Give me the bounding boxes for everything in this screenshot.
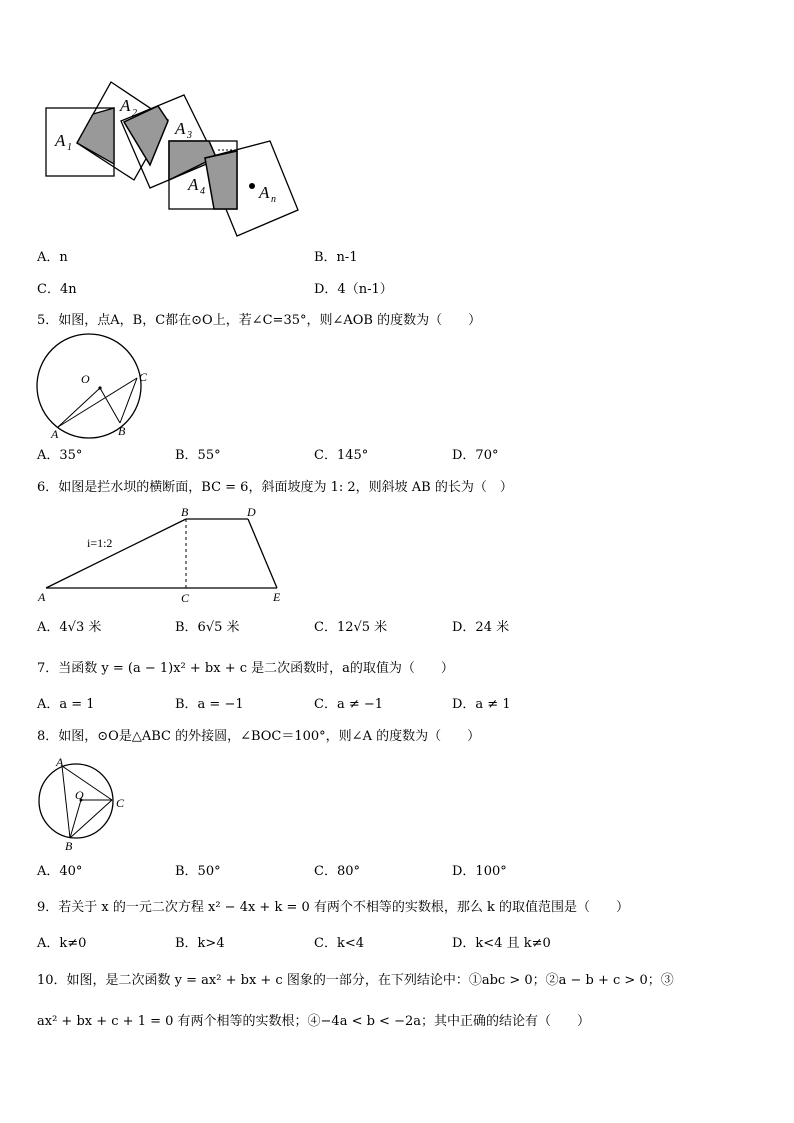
- q6-slope-label: i=1:2: [87, 536, 113, 550]
- q9-option-b[interactable]: B．k>4: [175, 936, 225, 951]
- label-a1: A: [55, 131, 66, 150]
- label-a2: A: [120, 96, 131, 115]
- label-an-sub: n: [271, 194, 276, 205]
- q5-label-b: B: [118, 424, 126, 438]
- label-a3: A: [175, 119, 186, 138]
- q6-option-b[interactable]: B．6√5 米: [175, 620, 240, 635]
- q7-option-d[interactable]: D．a ≠ 1: [452, 697, 511, 712]
- q5-option-c[interactable]: C．145°: [314, 448, 369, 463]
- q4-option-b[interactable]: B．n-1: [314, 250, 358, 265]
- q8-option-b[interactable]: B．50°: [175, 864, 221, 879]
- q6-label-a: A: [38, 590, 46, 604]
- label-a1-sub: 1: [67, 142, 72, 153]
- q5-option-a[interactable]: A．35°: [37, 448, 83, 463]
- q8-label-o: O: [75, 788, 84, 802]
- q4-option-c[interactable]: C．4n: [37, 282, 77, 297]
- label-an: A: [259, 183, 270, 202]
- q6-option-d[interactable]: D．24 米: [452, 620, 510, 635]
- q8-option-c[interactable]: C．80°: [314, 864, 360, 879]
- q6-option-a[interactable]: A．4√3 米: [37, 620, 102, 635]
- q4-option-d[interactable]: D．4（n-1）: [314, 282, 393, 297]
- q5-option-d[interactable]: D．70°: [452, 448, 499, 463]
- q7-option-a[interactable]: A．a = 1: [37, 697, 95, 712]
- q8-label-a: A: [56, 755, 64, 769]
- q7-stem: 7．当函数 y = (a − 1)x² + bx + c 是二次函数时，a的取值为（ ）: [37, 661, 454, 676]
- q9-option-c[interactable]: C．k<4: [314, 936, 364, 951]
- q7-option-b[interactable]: B．a = −1: [175, 697, 244, 712]
- q8-option-d[interactable]: D．100°: [452, 864, 507, 879]
- q6-stem: 6．如图是拦水坝的横断面，BC = 6，斜面坡度为 1: 2，则斜坡 AB 的长为（ ）: [37, 480, 513, 495]
- q6-label-c: C: [181, 591, 190, 605]
- q5-label-o: O: [81, 372, 90, 386]
- q5-option-b[interactable]: B．55°: [175, 448, 221, 463]
- label-a2-sub: 2: [132, 108, 137, 119]
- q4-option-a[interactable]: A．n: [37, 250, 68, 265]
- q5-label-a: A: [51, 427, 59, 441]
- q9-option-a[interactable]: A．k≠0: [37, 936, 87, 951]
- label-a4: A: [188, 175, 199, 194]
- q5-stem: 5．如图，点A，B，C都在⊙O上，若∠C=35°，则∠AOB 的度数为（ ）: [37, 313, 482, 328]
- q8-stem: 8．如图，⊙O是△ABC 的外接圆，∠BOC＝100°，则∠A 的度数为（ ）: [37, 729, 481, 744]
- q10-stem-line2: ax² + bx + c + 1 = 0 有两个相等的实数根；④−4a < b < −2a；其中正确的结论有（ ）: [37, 1014, 590, 1029]
- q6-label-b: B: [181, 505, 189, 519]
- label-a4-sub: 4: [200, 186, 205, 197]
- q6-option-c[interactable]: C．12√5 米: [314, 620, 388, 635]
- q9-stem: 9．若关于 x 的一元二次方程 x² − 4x + k = 0 有两个不相等的实数根，那么 k 的取值范围是（ ）: [37, 900, 630, 915]
- q8-label-c: C: [116, 796, 125, 810]
- q5-label-c: C: [139, 370, 148, 384]
- label-a3-sub: 3: [187, 130, 192, 141]
- q8-label-b: B: [65, 839, 73, 853]
- q8-option-a[interactable]: A．40°: [37, 864, 83, 879]
- q9-option-d[interactable]: D．k<4 且 k≠0: [452, 936, 551, 951]
- q6-label-d: D: [247, 505, 256, 519]
- q10-stem-line1: 10．如图，是二次函数 y = ax² + bx + c 图象的一部分，在下列结论中：①abc > 0；②a − b + c > 0；③: [37, 973, 674, 988]
- q6-label-e: E: [273, 590, 281, 604]
- q7-option-c[interactable]: C．a ≠ −1: [314, 697, 384, 712]
